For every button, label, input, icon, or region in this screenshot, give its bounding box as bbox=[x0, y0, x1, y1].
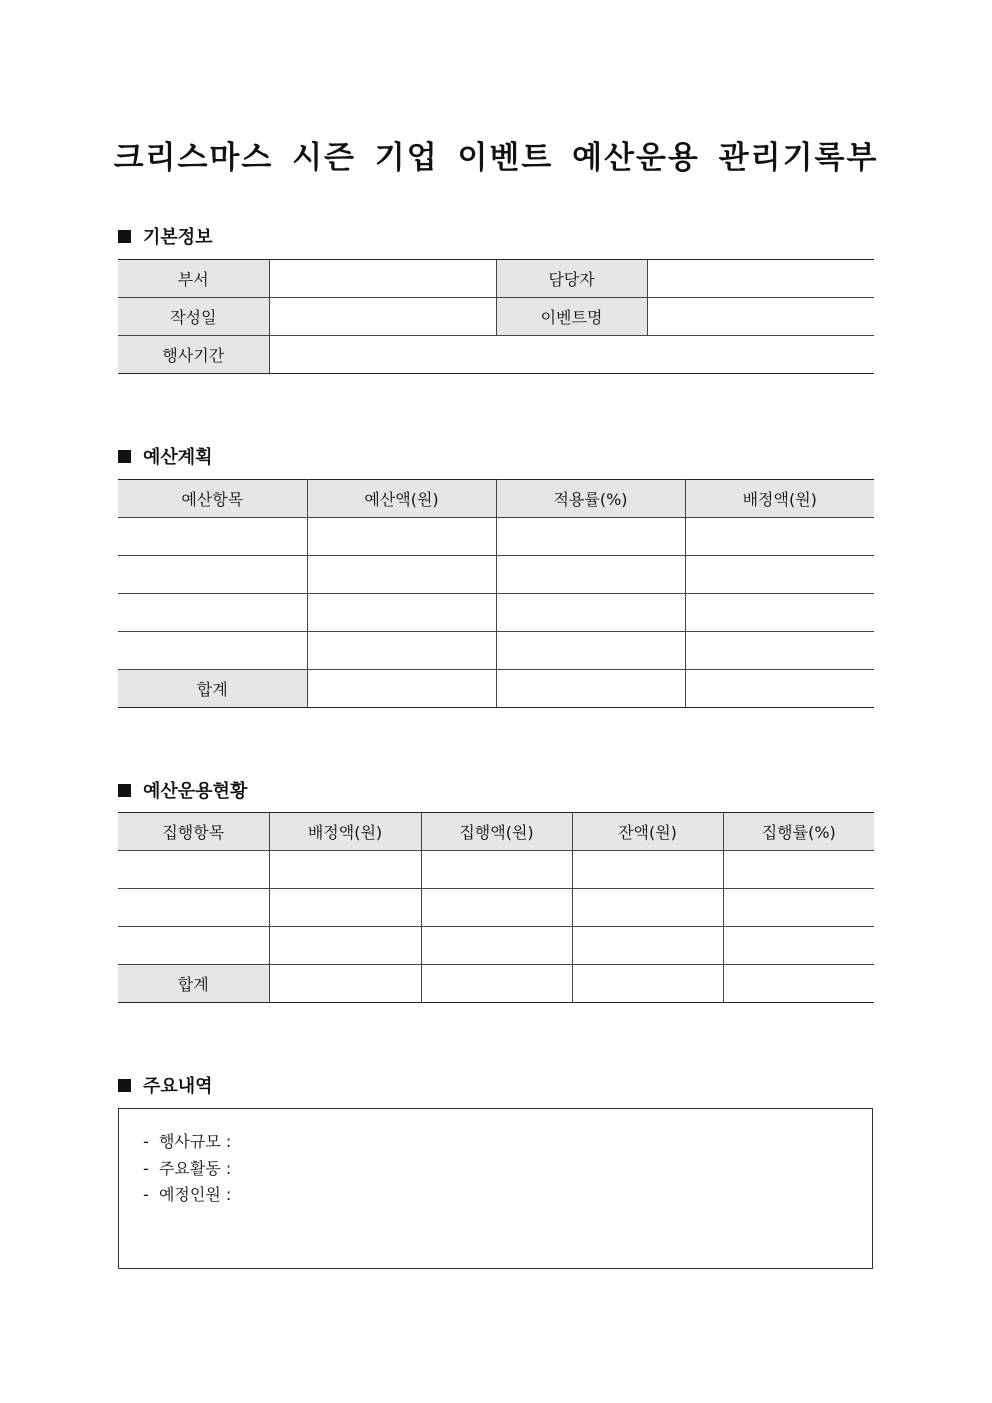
table-cell[interactable] bbox=[723, 889, 874, 927]
column-header: 집행률(%) bbox=[723, 813, 874, 851]
table-cell[interactable] bbox=[307, 518, 496, 556]
table-cell[interactable] bbox=[118, 632, 307, 670]
table-header-row bbox=[118, 813, 874, 851]
table-cell[interactable] bbox=[723, 965, 874, 1003]
department-field[interactable] bbox=[269, 260, 496, 298]
column-header: 적용률(%) bbox=[496, 480, 685, 518]
table-cell[interactable] bbox=[572, 851, 723, 889]
table-row bbox=[118, 851, 874, 889]
table-cell[interactable] bbox=[496, 632, 685, 670]
table-cell[interactable] bbox=[685, 556, 874, 594]
column-header: 예산액(원) bbox=[307, 480, 496, 518]
section-heading-budget-plan bbox=[118, 443, 213, 469]
table-cell[interactable] bbox=[118, 594, 307, 632]
note-expected-attendees: - 예정인원 : bbox=[143, 1185, 232, 1204]
total-label: 합계 bbox=[118, 670, 307, 708]
note-event-scale: - 행사규모 : bbox=[143, 1132, 232, 1151]
table-cell[interactable] bbox=[307, 670, 496, 708]
table-cell[interactable] bbox=[496, 594, 685, 632]
table-row bbox=[118, 632, 874, 670]
table-cell[interactable] bbox=[421, 851, 572, 889]
table-cell[interactable] bbox=[421, 889, 572, 927]
table-cell[interactable] bbox=[572, 927, 723, 965]
table-row bbox=[118, 594, 874, 632]
period-field[interactable] bbox=[269, 336, 874, 374]
table-cell[interactable] bbox=[307, 632, 496, 670]
section-heading-label: 예산운용현황 bbox=[143, 781, 248, 802]
table-cell[interactable] bbox=[118, 518, 307, 556]
table-total-row bbox=[118, 670, 874, 708]
black-square-icon bbox=[118, 784, 131, 797]
event-name-field[interactable] bbox=[647, 298, 874, 336]
section-heading-basic-info bbox=[118, 223, 213, 249]
document-title: 크리스마스 시즌 기업 이벤트 예산운용 관리기록부 bbox=[113, 140, 879, 176]
table-cell[interactable] bbox=[118, 927, 269, 965]
column-header: 잔액(원) bbox=[572, 813, 723, 851]
table-cell[interactable] bbox=[723, 927, 874, 965]
basic-info-table bbox=[118, 259, 874, 374]
manager-label: 담당자 bbox=[496, 260, 647, 298]
manager-field[interactable] bbox=[647, 260, 874, 298]
table-cell[interactable] bbox=[307, 594, 496, 632]
table-row bbox=[118, 889, 874, 927]
table-cell[interactable] bbox=[269, 927, 421, 965]
table-cell[interactable] bbox=[269, 889, 421, 927]
budget-plan-table bbox=[118, 479, 874, 708]
table-cell[interactable] bbox=[496, 518, 685, 556]
table-row bbox=[118, 556, 874, 594]
table-row bbox=[118, 336, 874, 374]
table-cell[interactable] bbox=[118, 556, 307, 594]
section-heading-label: 기본정보 bbox=[143, 227, 213, 248]
date-label: 작성일 bbox=[118, 298, 269, 336]
table-cell[interactable] bbox=[685, 594, 874, 632]
column-header: 배정액(원) bbox=[685, 480, 874, 518]
key-details-box[interactable] bbox=[118, 1108, 873, 1269]
budget-status-table bbox=[118, 812, 874, 1003]
black-square-icon bbox=[118, 230, 131, 243]
date-field[interactable] bbox=[269, 298, 496, 336]
table-cell[interactable] bbox=[572, 965, 723, 1003]
period-label: 행사기간 bbox=[118, 336, 269, 374]
total-label: 합계 bbox=[118, 965, 269, 1003]
table-cell[interactable] bbox=[118, 851, 269, 889]
table-cell[interactable] bbox=[421, 927, 572, 965]
event-name-label: 이벤트명 bbox=[496, 298, 647, 336]
department-label: 부서 bbox=[118, 260, 269, 298]
column-header: 예산항목 bbox=[118, 480, 307, 518]
table-cell[interactable] bbox=[496, 670, 685, 708]
column-header: 집행액(원) bbox=[421, 813, 572, 851]
table-row bbox=[118, 927, 874, 965]
table-cell[interactable] bbox=[421, 965, 572, 1003]
table-cell[interactable] bbox=[496, 556, 685, 594]
black-square-icon bbox=[118, 450, 131, 463]
note-main-activities: - 주요활동 : bbox=[143, 1158, 232, 1178]
table-cell[interactable] bbox=[723, 851, 874, 889]
table-cell[interactable] bbox=[685, 670, 874, 708]
table-cell[interactable] bbox=[685, 632, 874, 670]
table-cell[interactable] bbox=[572, 889, 723, 927]
section-heading-budget-status bbox=[118, 777, 247, 803]
table-cell[interactable] bbox=[269, 965, 421, 1003]
table-row bbox=[118, 298, 874, 336]
black-square-icon bbox=[118, 1079, 131, 1092]
table-header-row bbox=[118, 480, 874, 518]
section-heading-key-details bbox=[118, 1072, 213, 1098]
section-heading-label: 주요내역 bbox=[143, 1076, 213, 1097]
table-cell[interactable] bbox=[307, 556, 496, 594]
section-heading-label: 예산계획 bbox=[143, 447, 213, 468]
table-total-row bbox=[118, 965, 874, 1003]
column-header: 집행항목 bbox=[118, 813, 269, 851]
table-cell[interactable] bbox=[685, 518, 874, 556]
table-row bbox=[118, 518, 874, 556]
table-cell[interactable] bbox=[118, 889, 269, 927]
column-header: 배정액(원) bbox=[269, 813, 421, 851]
table-row bbox=[118, 260, 874, 298]
table-cell[interactable] bbox=[269, 851, 421, 889]
